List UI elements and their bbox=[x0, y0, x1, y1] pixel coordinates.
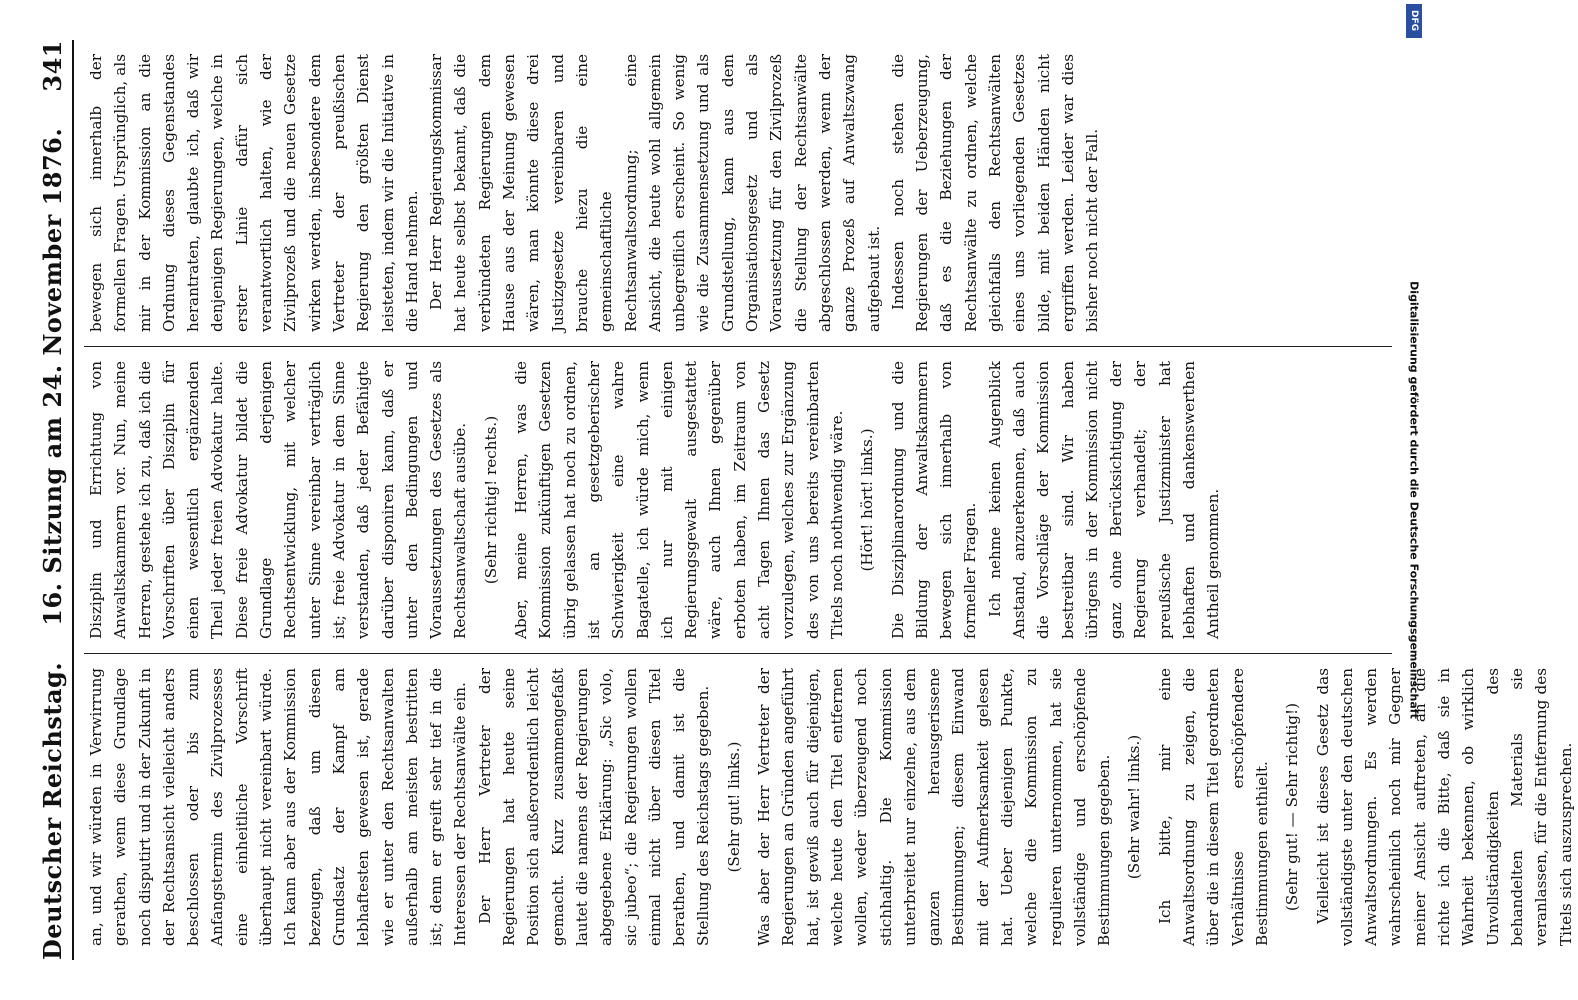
paragraph: Ich bitte, mir eine Anwaltsordnung zu zeigen, die über die in diesem Titel geordneten Verhältnisse erschöpfendere Bestimmungen enthielt. bbox=[1155, 668, 1271, 946]
interjection: (Sehr wahr! links.) bbox=[1125, 734, 1144, 880]
paragraph: an, und wir würden in Verwirrung gerathen, wenn diese Grundlage noch disputirt und in der Zukunft in der Rechtsansicht vielleicht anders beschlossen oder bis zum Anfangstermin des Zivilprozesses eine einheitliche Vorschrift überhaupt nicht vereinbart würde. Ich kann aber aus der Kommission bezeugen, daß um diesen Grundsatz der Kampf am lebhaftesten gewesen ist, gerade wie er unter den Rechtsanwalten außerhalb am meisten bestritten ist; denn er greift sehr tief in die Interessen der Rechtsanwälte ein. bbox=[87, 668, 470, 946]
page-header bbox=[32, 40, 74, 960]
dfg-logo: DFG bbox=[1406, 4, 1422, 38]
text-column bbox=[84, 40, 1392, 347]
paragraph: Aber, meine Herren, was die Kommission zukünftigen Gesetzen übrig gelassen hat noch zu ordnen, ist an gesetzgeberischer Schwierigkeit eine wahre Bagatelle, ich würde mich, wenn ich nur mit einigen Regierungsgewalt ausgestattet wäre, auch Ihnen gegenüber erboten haben, im Zeitraum von acht Tagen Ihnen das Gesetz vorzulegen, welches zur Ergänzung des von uns bereits vereinbarten Titels noch nothwendig wäre. bbox=[512, 361, 846, 639]
paragraph: Der Herr Regierungskommissar hat heute selbst bekannt, daß die verbündeten Regierungen dem Hause aus der Meinung gewesen wären, man könnte diese drei Justizgesetze vereinbaren und brauche hiezu die eine gemeinschaftliche Rechtsanwaltsordnung; eine Ansicht, die heute wohl allgemein unbegreiflich erscheint. So wenig wie die Zusammensetzung und als Grundstellung, kann aus dem Organisationsgesetz und als Voraussetzung für den Zivilprozeß die Stellung der Rechtsanwälte abgeschlossen werden, wenn der ganze Prozeß auf Anwaltszwang aufgebaut ist. bbox=[427, 54, 883, 332]
interjection: (Hört! hört! links.) bbox=[858, 428, 877, 572]
text-column bbox=[84, 654, 1575, 960]
text-column bbox=[84, 347, 1392, 654]
paragraph: Der Herr Vertreter der Regierungen hat heute seine Position sich außerordentlich leicht gemacht. Kurz zusammengefaßt lautet die namens der Regierungen abgegebene Erklärung: „Sic volo, sic jubeo“; die Regierungen wollen einmal nicht über diesen Titel berathen, und damit ist die Stellung des Reichstags gegeben. bbox=[475, 668, 713, 946]
interjection: (Sehr richtig! rechts.) bbox=[481, 415, 500, 585]
header-left: Deutscher Reichstag. bbox=[37, 661, 67, 960]
paragraph: Die Disziplinarordnung und die Bildung der Anwaltskammern bewegen sich innerhalb von formeller Fragen. bbox=[888, 361, 980, 639]
paragraph: Indessen noch stehen die Regierungen der Ueberzeugung, daß es die Beziehungen der Rechtsanwälte zu ordnen, welche gleichfalls den Rechtsanwälten eines uns vorliegenden Gesetzes bilde, mit beiden Händen nicht ergriffen werden. Leider war dies bisher noch nicht der Fall. bbox=[888, 54, 1102, 332]
interjection: (Sehr gut! — Sehr richtig!) bbox=[1283, 702, 1302, 912]
side-credit bbox=[1400, 0, 1428, 1000]
paragraph: Disziplin und Errichtung von Anwaltskammern vor. Nun, meine Herren, gestehe ich zu, daß ich die Vorschriften über Disziplin für einen wesentlich ergänzenden Theil jeder freien Advokatur halte. Diese freie Advokatur bildet die Grundlage derjenigen Rechtsentwicklung, mit welcher unter Sinne vereinbar verträglich ist; freie Advokatur in dem Sinne verstanden, daß jeder Befähigte darüber disponiren kann, daß er unter den Bedingungen und Voraussetzungen des Gesetzes als Rechtsanwaltschaft ausübe. bbox=[87, 361, 470, 639]
paragraph: bewegen sich innerhalb der formellen Fragen. Ursprünglich, als mir in der Kommission an die Ordnung dieses Gegenstandes herantraten, glaubte ich, daß wir denjenigen Regierungen, welche in erster Linie dafür sich verantwortlich halten, wie der Zivilprozeß und die neuen Gesetze wirken werden, insbesondere dem Vertreter der preußischen Regierung den größten Dienst leisteten, indem wir die Initiative in die Hand nehmen. bbox=[87, 54, 421, 332]
interjection: (Sehr gut! links.) bbox=[724, 741, 743, 873]
header-center: 16. Sitzung am 24. November 1876. bbox=[37, 127, 67, 626]
page-number: 341 bbox=[37, 40, 67, 92]
credit-text: Digitalisierung gefördert durch die Deutsche Forschungsgemeinschaft bbox=[1407, 281, 1421, 719]
paragraph: Vielleicht ist dieses Gesetz das vollständigste unter den deutschen Anwaltsordnungen. Es werden wahrscheinlich noch mir Gegner meiner Ansicht auftreten, an die richte ich die Bitte, daß sie in Wahrheit bekennen, ob wirklich Unvollständigkeiten des behandelten Materials sie veranlassen, für die Entfernung des Titels sich auszusprechen. bbox=[1313, 668, 1575, 946]
paragraph: Ich nehme keinen Augenblick Anstand, anzuerkennen, daß auch die Vorschläge der Kommission bestreitbar sind. Wir haben übrigens in der Kommission nicht ganz ohne Berücksichtigung der Regierung verhandelt; der preußische Justizminister hat lebhaften und dankenswerthen Antheil genommen. bbox=[985, 361, 1223, 639]
paragraph: Was aber der Herr Vertreter der Regierungen an Gründen angeführt hat, ist gewiß auch für diejenigen, welche heute den Titel entfernen wollen, weder überzeugend noch stichhaltig. Die Kommission unterbreitet nur einzelne, aus dem ganzen herausgerissene Bestimmungen; diesem Einwand mit der Aufmerksamkeit gelesen hat. Ueber diejenigen Punkte, welche die Kommission zu regulieren unternommen, hat sie vollständige und erschöpfende Bestimmungen gegeben. bbox=[755, 668, 1114, 946]
